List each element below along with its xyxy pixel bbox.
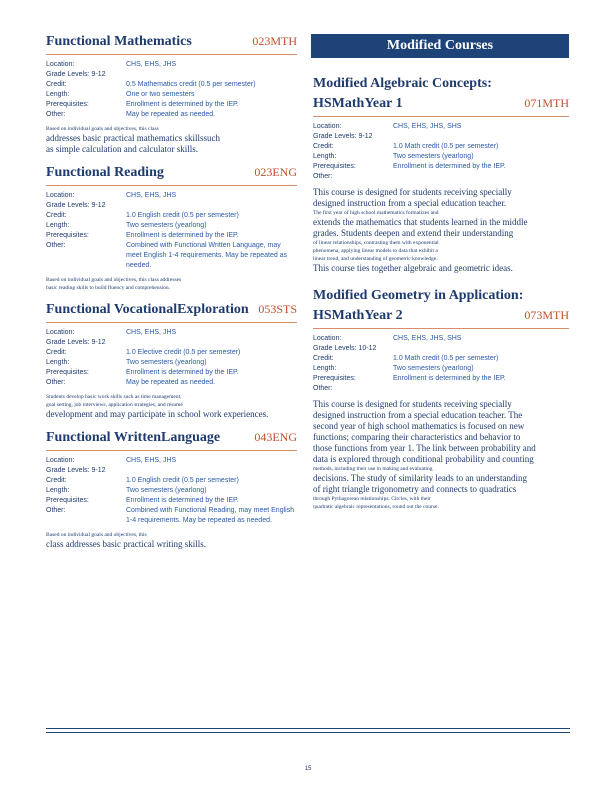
info-row xyxy=(46,486,297,496)
info-value: Two semesters (yearlong) xyxy=(126,487,207,494)
info-value: Combined with Functional Written Language, may meet English 1-4 requirements. May be repeated as needed. xyxy=(126,242,288,269)
course-info-table xyxy=(46,191,297,271)
info-label: Length: xyxy=(46,487,70,494)
info-row xyxy=(46,328,297,338)
info-row xyxy=(46,338,297,348)
info-value: 0.5 Mathematics credit (0.5 per semester) xyxy=(126,81,256,88)
info-row xyxy=(46,221,297,231)
info-label: Location: xyxy=(313,123,342,130)
info-row xyxy=(46,348,297,358)
info-row xyxy=(313,132,569,142)
info-value: CHS, EHS, JHS xyxy=(126,192,177,199)
info-label: Length: xyxy=(46,222,70,229)
info-value: 1.0 Elective credit (0.5 per semester) xyxy=(126,349,241,356)
page-number: 15 xyxy=(304,766,312,772)
description-line: of right triangle trigonometry and connects to quadratics xyxy=(313,484,517,494)
info-label: Other: xyxy=(46,507,66,514)
info-value: CHS, EHS, JHS, SHS xyxy=(393,335,462,342)
info-label: Grade Levels: 9-12 xyxy=(46,467,106,474)
info-label: Other: xyxy=(46,379,66,386)
description-line: linear trend, and understanding of geometric knowledge. xyxy=(313,256,438,262)
info-label: Credit: xyxy=(46,212,67,219)
description-line: through Pythagorean relationships. Circles, with their xyxy=(313,496,431,502)
info-row xyxy=(313,354,569,364)
info-row xyxy=(313,364,569,374)
course-info-table xyxy=(313,122,569,182)
info-label: Credit: xyxy=(313,355,334,362)
course-title: HSMathYear 1 xyxy=(313,96,403,111)
description-line: Students develop basic work skills such as time management, xyxy=(46,394,182,400)
info-value xyxy=(393,384,569,394)
course-header xyxy=(313,308,569,329)
info-row xyxy=(313,384,569,394)
info-label: Other: xyxy=(313,173,333,180)
description-line: goal setting, job interviews, application strategies, and résumé xyxy=(46,402,183,408)
info-label: Other: xyxy=(46,111,66,118)
course-header xyxy=(46,165,297,186)
info-row xyxy=(46,60,297,70)
info-value: May be repeated as needed. xyxy=(126,111,216,118)
info-row xyxy=(46,368,297,378)
course-title: Functional Mathematics xyxy=(46,34,192,49)
info-value xyxy=(393,132,569,142)
info-row xyxy=(46,191,297,201)
info-value: Two semesters (yearlong) xyxy=(126,359,207,366)
info-label: Credit: xyxy=(313,143,334,150)
info-label: Prerequisites: xyxy=(46,369,89,376)
info-value xyxy=(126,70,297,80)
description-line: grades. Students deepen and extend their understanding xyxy=(313,228,514,238)
info-value: Enrollment is determined by the IEP. xyxy=(126,232,239,239)
info-row xyxy=(46,211,297,221)
info-row xyxy=(46,506,297,526)
course-header xyxy=(46,34,297,55)
course-info-table xyxy=(46,328,297,388)
course-info-table xyxy=(46,456,297,526)
info-value: Two semesters (yearlong) xyxy=(393,153,474,160)
course-description xyxy=(46,531,297,550)
info-label: Prerequisites: xyxy=(46,497,89,504)
course-description xyxy=(46,276,297,292)
info-label: Location: xyxy=(46,61,75,68)
info-row xyxy=(46,90,297,100)
info-row xyxy=(313,122,569,132)
course-header xyxy=(46,302,297,323)
course-title: Functional VocationalExploration xyxy=(46,302,249,317)
description-line: development and may participate in school work experiences. xyxy=(46,409,269,419)
info-label: Credit: xyxy=(46,81,67,88)
course-code: 071MTH xyxy=(524,96,569,110)
info-label: Grade Levels: 9-12 xyxy=(46,71,106,78)
description-line: designed instruction from a special education teacher. xyxy=(313,198,507,208)
description-line: of linear relationships, contrasting them with exponential xyxy=(313,240,439,246)
info-row xyxy=(313,374,569,384)
description-line: extends the mathematics that students learned in the middle xyxy=(313,217,528,227)
info-label: Prerequisites: xyxy=(313,375,356,382)
info-label: Prerequisites: xyxy=(46,101,89,108)
info-row xyxy=(313,142,569,152)
info-label: Grade Levels: 10-12 xyxy=(313,345,377,352)
info-value xyxy=(126,466,297,476)
info-label: Location: xyxy=(313,335,342,342)
info-value: Enrollment is determined by the IEP. xyxy=(126,497,239,504)
info-row xyxy=(46,378,297,388)
info-row xyxy=(46,201,297,211)
info-value: CHS, EHS, JHS, SHS xyxy=(393,123,462,130)
description-line: second year of high school mathematics is focused on new xyxy=(313,421,525,431)
info-value xyxy=(393,344,569,354)
modified-courses-banner: Modified Courses xyxy=(311,34,569,58)
description-line: phenomena, applying linear models to data that exhibit a xyxy=(313,248,438,254)
info-value: 1.0 Math credit (0.5 per semester) xyxy=(393,143,499,150)
info-value: Combined with Functional Reading, may meet English 1-4 requirements. May be repeated as needed. xyxy=(126,507,295,524)
info-label: Location: xyxy=(46,457,75,464)
info-value: Enrollment is determined by the IEP. xyxy=(126,101,239,108)
info-value: 1.0 English credit (0.5 per semester) xyxy=(126,477,239,484)
info-label: Grade Levels: 9-12 xyxy=(46,202,106,209)
info-value: CHS, EHS, JHS xyxy=(126,61,177,68)
footer-line-bottom xyxy=(46,732,570,733)
course-title-line1: Modified Algebraic Concepts: xyxy=(313,76,492,91)
course-description xyxy=(46,125,297,155)
course-section xyxy=(313,288,569,511)
course-title: HSMathYear 2 xyxy=(313,308,403,323)
description-line: Based on individual goals and objectives, this class addresses xyxy=(46,277,182,283)
info-value: Enrollment is determined by the IEP. xyxy=(126,369,239,376)
info-value: 1.0 Math credit (0.5 per semester) xyxy=(393,355,499,362)
info-value xyxy=(126,201,297,211)
right-column xyxy=(313,34,569,525)
info-value: May be repeated as needed. xyxy=(126,379,216,386)
info-label: Location: xyxy=(46,192,75,199)
course-info-table xyxy=(46,60,297,120)
info-value xyxy=(393,172,569,182)
info-value: One or two semesters xyxy=(126,91,195,98)
info-value: Enrollment is determined by the IEP. xyxy=(393,163,506,170)
info-value: 1.0 English credit (0.5 per semester) xyxy=(126,212,239,219)
course-title: Functional WrittenLanguage xyxy=(46,430,221,445)
info-row xyxy=(313,172,569,182)
course-info-table xyxy=(313,334,569,394)
info-value: Two semesters (yearlong) xyxy=(393,365,474,372)
info-label: Credit: xyxy=(46,477,67,484)
description-line: functions; comparing their characteristics and behavior to xyxy=(313,432,521,442)
info-row xyxy=(46,231,297,241)
description-line: This course is designed for students receiving specially xyxy=(313,187,512,197)
course-code: 023ENG xyxy=(254,165,297,179)
info-value: CHS, EHS, JHS xyxy=(126,329,177,336)
info-row xyxy=(46,466,297,476)
left-column xyxy=(46,34,297,560)
description-line: quadratic algebraic representations, round out the course. xyxy=(313,504,439,510)
course-section xyxy=(46,430,297,550)
info-row xyxy=(313,344,569,354)
info-label: Length: xyxy=(46,359,70,366)
course-description xyxy=(46,393,297,420)
info-label: Other: xyxy=(313,385,333,392)
course-header xyxy=(313,96,569,117)
footer-line-top xyxy=(46,728,570,729)
info-row xyxy=(313,152,569,162)
course-section xyxy=(46,302,297,420)
info-label: Prerequisites: xyxy=(46,232,89,239)
info-row xyxy=(46,241,297,271)
info-label: Grade Levels: 9-12 xyxy=(313,133,373,140)
info-label: Length: xyxy=(313,153,337,160)
info-row xyxy=(46,496,297,506)
description-line: The first year of high school mathematics formalizes and xyxy=(313,210,439,216)
course-header xyxy=(46,430,297,451)
course-code: 073MTH xyxy=(524,308,569,322)
info-row xyxy=(313,334,569,344)
info-row xyxy=(46,456,297,466)
info-row xyxy=(46,70,297,80)
info-row xyxy=(46,476,297,486)
info-label: Length: xyxy=(313,365,337,372)
description-line: addresses basic practical mathematics skillssuch xyxy=(46,133,220,143)
course-description xyxy=(313,187,569,274)
description-line: those functions from year 1. The link between probability and xyxy=(313,443,536,453)
info-row xyxy=(313,162,569,172)
info-label: Length: xyxy=(46,91,70,98)
description-line: methods, including their use in making and evaluating xyxy=(313,466,433,472)
description-line: decisions. The study of similarity leads to an understanding xyxy=(313,473,528,483)
course-code: 023MTH xyxy=(252,34,297,48)
info-label: Prerequisites: xyxy=(313,163,356,170)
course-title: Functional Reading xyxy=(46,165,164,180)
description-line: Based on individual goals and objectives, this class xyxy=(46,126,159,132)
info-value xyxy=(126,338,297,348)
course-title-line1: Modified Geometry in Application: xyxy=(313,288,524,303)
description-line: Based on individual goals and objectives, this xyxy=(46,532,147,538)
course-section xyxy=(313,76,569,274)
info-label: Other: xyxy=(46,242,66,249)
course-code: 053STS xyxy=(258,302,297,316)
description-line: data is explored through conditional probability and counting xyxy=(313,454,534,464)
info-row xyxy=(46,80,297,90)
info-label: Location: xyxy=(46,329,75,336)
info-value: Enrollment is determined by the IEP. xyxy=(393,375,506,382)
info-row xyxy=(46,358,297,368)
description-line: class addresses basic practical writing skills. xyxy=(46,539,206,549)
info-label: Credit: xyxy=(46,349,67,356)
description-line: This course is designed for students receiving specially xyxy=(313,399,512,409)
course-section xyxy=(46,165,297,292)
description-line: as simple calculation and calculator skills. xyxy=(46,144,198,154)
course-section xyxy=(46,34,297,155)
course-description xyxy=(313,399,569,511)
info-label: Grade Levels: 9-12 xyxy=(46,339,106,346)
info-row xyxy=(46,100,297,110)
info-value: CHS, EHS, JHS xyxy=(126,457,177,464)
description-line: designed instruction from a special education teacher. The xyxy=(313,410,523,420)
info-row xyxy=(46,110,297,120)
course-code: 043ENG xyxy=(254,430,297,444)
description-line: This course ties together algebraic and geometric ideas. xyxy=(313,263,513,273)
info-value: Two semesters (yearlong) xyxy=(126,222,207,229)
description-line: basic reading skills to build fluency and comprehension. xyxy=(46,285,171,291)
